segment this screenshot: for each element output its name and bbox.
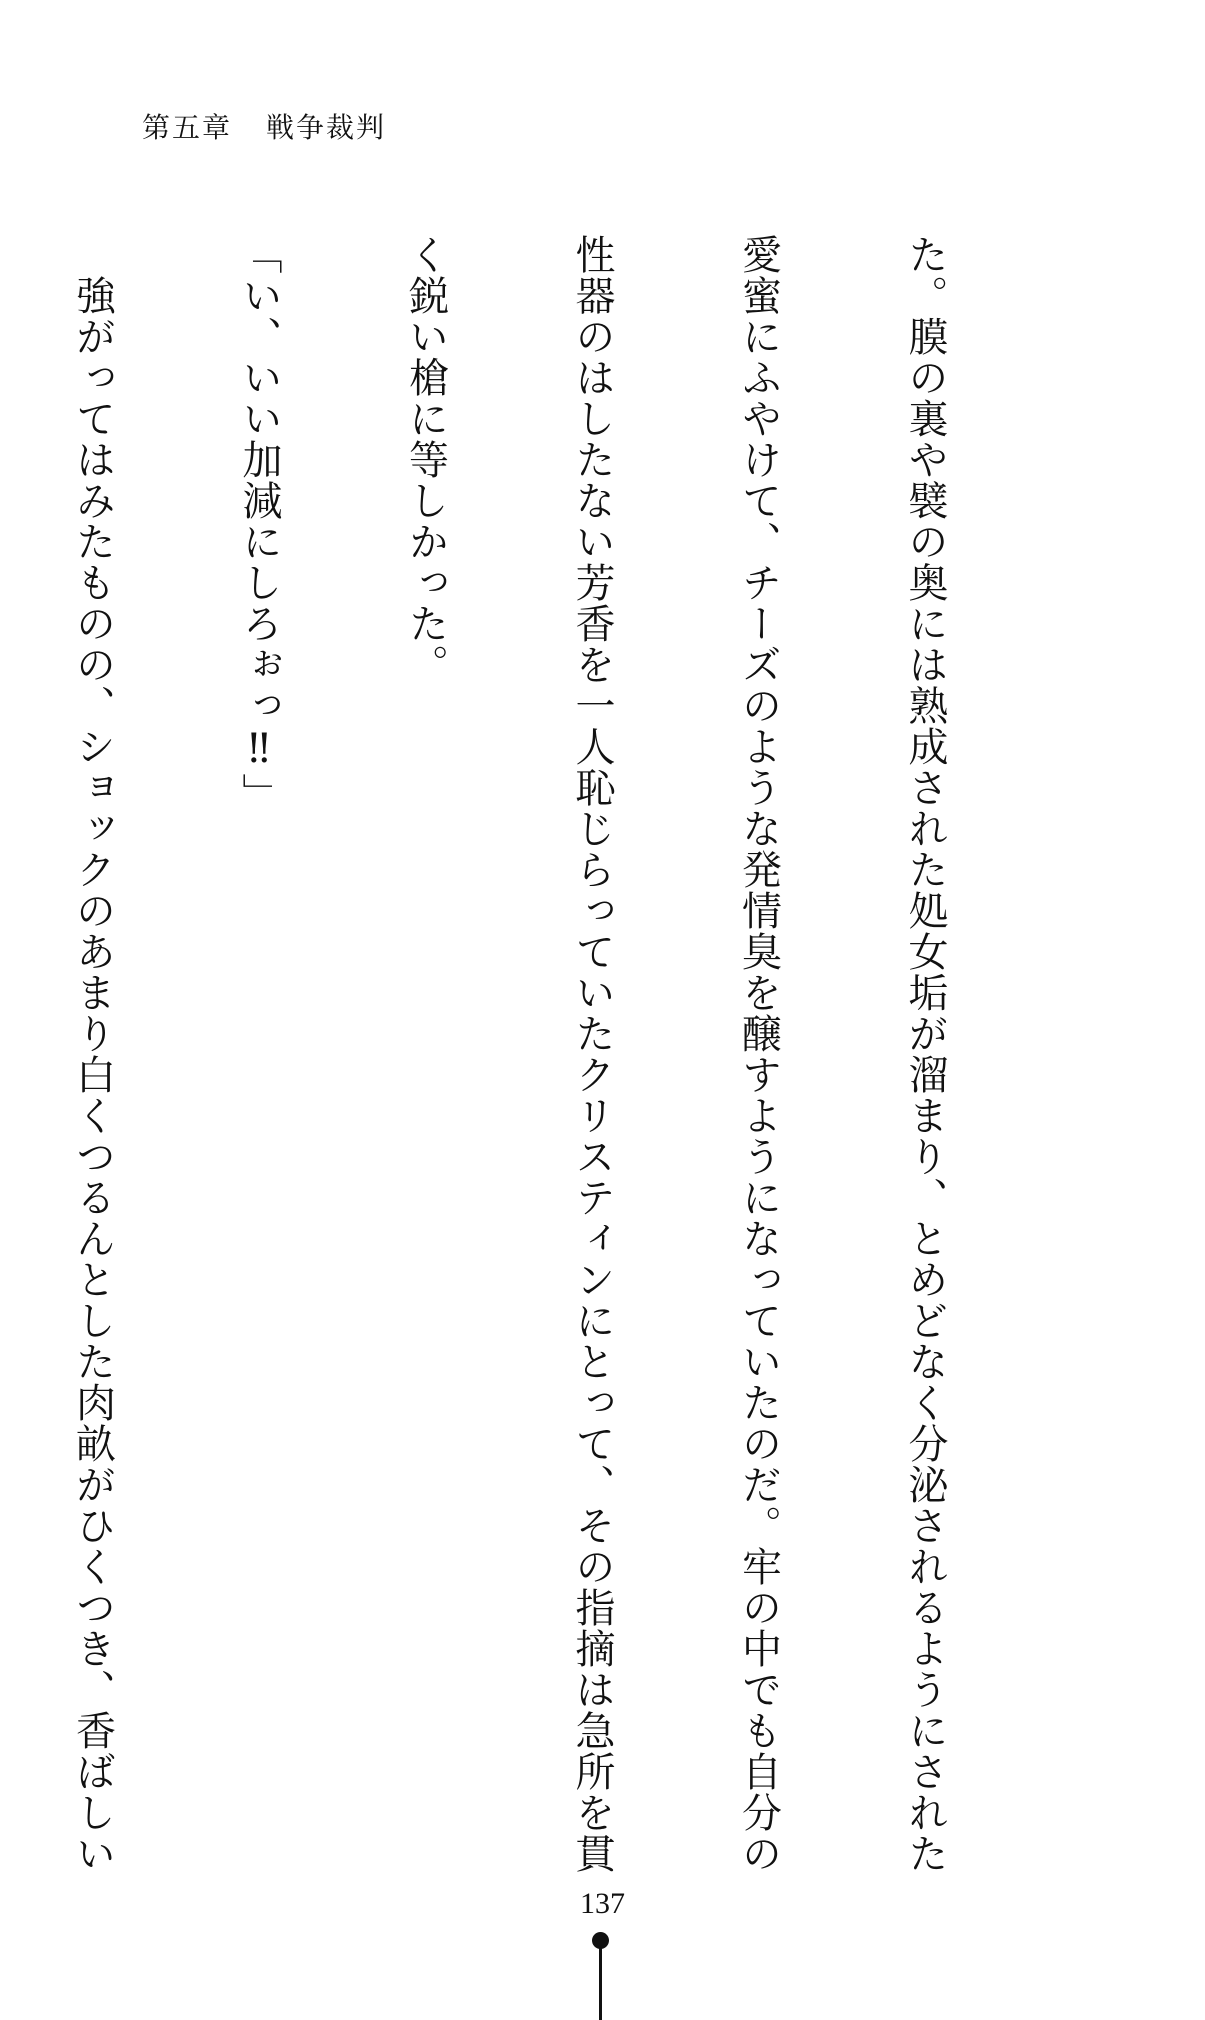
text-line: く鋭い槍に等しかった。 — [402, 234, 449, 685]
page-number: 137 — [580, 1887, 625, 1920]
text-line: 「い、いい加減にしろぉっ‼」 — [236, 234, 282, 814]
running-head — [142, 106, 386, 146]
text-line: 強がってはみたものの、ショックのあまり白くつるんとした肉畝がひくつき、香ばしい — [69, 234, 116, 1874]
chapter-number: 第五章 — [142, 111, 233, 144]
text-line: 性器のはしたない芳香を一人恥じらっていたクリスティンにとって、その指摘は急所を貫 — [569, 234, 615, 1874]
body-text — [0, 234, 1063, 1874]
text-line: た。膜の裏や襞の奥には熟成された処女垢が溜まり、とめどなく分泌されるようにされた — [902, 234, 948, 1874]
folio-rule-ornament — [599, 1946, 602, 2020]
text-line: 愛蜜にふやけて、チーズのような発情臭を醸すようになっていたのだ。牢の中でも自分の — [735, 234, 782, 1874]
chapter-title: 戦争裁判 — [266, 111, 387, 144]
